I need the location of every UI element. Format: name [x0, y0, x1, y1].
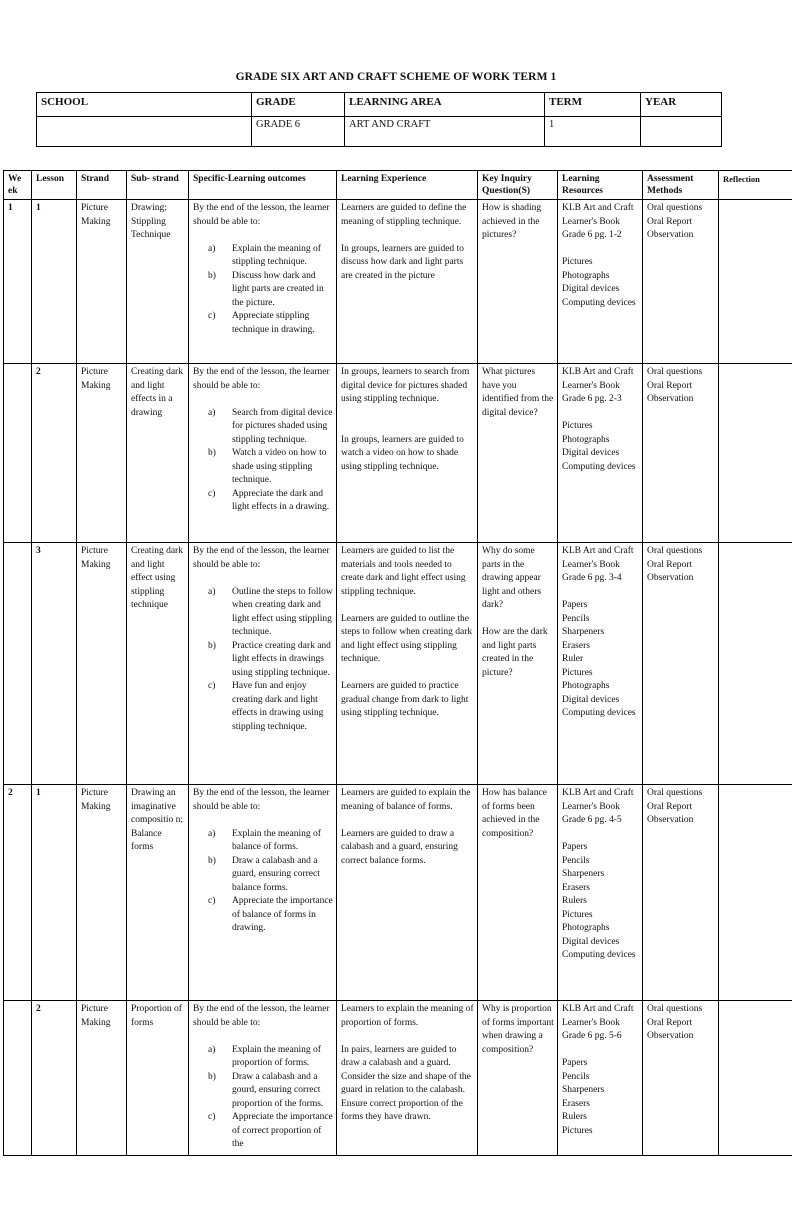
- lesson-cell: 2: [32, 364, 77, 543]
- year-value: [641, 117, 722, 147]
- experience-paragraph: In pairs, learners are guided to draw a calabash and a guard. Consider the size and shape of the guard in relation to the calabash. Ensure correct proportion of the forms they have drawn.: [341, 1044, 471, 1122]
- col-strand: Strand: [77, 171, 127, 200]
- outcome-text: Appreciate the dark and light effects in a drawing.: [232, 488, 330, 512]
- resource-item: Rulers: [562, 896, 587, 906]
- resource-item: Erasers: [562, 1098, 590, 1109]
- assessment-method: Observation: [647, 573, 694, 583]
- assessment-cell: [643, 543, 719, 785]
- outcome-marker: a): [208, 1044, 216, 1055]
- assessment-method: Oral Report: [647, 801, 693, 812]
- resources-cell: [558, 543, 643, 785]
- assessment-method: Observation: [647, 230, 694, 240]
- table-row: [4, 1001, 792, 1156]
- scheme-of-work-table: [3, 170, 792, 1156]
- resource-item: Computing devices: [562, 708, 636, 718]
- column-header-row: [4, 171, 792, 200]
- outcome-intro: By the end of the lesson, the learner should be able to:: [193, 788, 330, 812]
- resource-item: Digital devices: [562, 284, 620, 294]
- resource-item: Pencils: [562, 613, 590, 624]
- assessment-cell: [643, 364, 719, 543]
- outcome-marker: b): [208, 270, 216, 281]
- resource-item: Sharpeners: [562, 869, 605, 879]
- resources-cell: [558, 785, 643, 1001]
- experience-paragraph: Learners are guided to practice gradual change from dark to light using stippling technique.: [341, 681, 469, 718]
- resource-item: Erasers: [562, 882, 590, 893]
- resource-item: Photographs: [562, 270, 610, 281]
- outcome-marker: b): [208, 855, 216, 866]
- outcomes-cell: [189, 1001, 337, 1156]
- outcome-item: [193, 310, 334, 337]
- outcome-item: [193, 680, 334, 734]
- outcome-item: [193, 270, 334, 311]
- outcome-text: Have fun and enjoy creating dark and light effects in drawing using stippling technique.: [232, 681, 324, 732]
- outcome-item: [193, 488, 334, 515]
- resource-item: Ruler: [562, 654, 584, 664]
- resource-item: Pictures: [562, 909, 593, 920]
- inquiry-question: Why is proportion of forms important when drawing a composition?: [482, 1004, 554, 1055]
- week-cell: [4, 543, 32, 785]
- outcome-intro: By the end of the lesson, the learner should be able to:: [193, 367, 330, 391]
- assessment-method: Oral questions: [647, 203, 703, 213]
- outcome-text: Appreciate stippling technique in drawing.: [232, 311, 315, 335]
- outcome-item: [193, 586, 334, 640]
- experience-paragraph: In groups, learners are guided to discuss how dark and light parts are created in the picture: [341, 243, 464, 281]
- assessment-method: Oral questions: [647, 367, 703, 377]
- outcome-marker: a): [208, 828, 216, 839]
- resource-item: Photographs: [562, 923, 610, 933]
- outcome-item: [193, 407, 334, 448]
- outcome-text: Explain the meaning of balance of forms.: [232, 828, 321, 852]
- inquiry-question: How has balance of forms been achieved in the composition?: [482, 788, 547, 839]
- resource-item: Papers: [562, 842, 588, 852]
- lesson-cell: 2: [32, 1001, 77, 1156]
- resources-book: KLB Art and Craft Learner's Book Grade 6 pg. 1-2: [562, 203, 634, 240]
- outcome-list: [193, 407, 334, 515]
- outcome-item: [193, 640, 334, 681]
- resources-book: KLB Art and Craft Learner's Book Grade 6 pg. 2-3: [562, 367, 634, 404]
- week-cell: [4, 364, 32, 543]
- substrand-cell: Drawing an imaginative compositio n; Balance forms: [127, 785, 189, 1001]
- inquiry-cell: [478, 543, 558, 785]
- reflection-cell: [719, 1001, 792, 1156]
- grade-header: GRADE: [252, 93, 345, 117]
- resource-item: Photographs: [562, 434, 610, 445]
- col-resources: Learning Resources: [558, 171, 643, 200]
- experience-paragraph: Learners are guided to list the materials and tools needed to create dark and light effect using stippling technique.: [341, 546, 466, 597]
- assessment-cell: [643, 785, 719, 1001]
- col-reflection: Reflection: [719, 171, 792, 200]
- resource-item: Erasers: [562, 640, 590, 651]
- outcome-text: Search from digital device for pictures shaded using stippling technique.: [232, 407, 333, 445]
- col-outcomes: Specific-Learning outcomes: [189, 171, 337, 200]
- outcome-item: [193, 243, 334, 270]
- strand-cell: Picture Making: [77, 1001, 127, 1156]
- table-row: [4, 785, 792, 1001]
- experience-cell: [337, 1001, 478, 1156]
- assessment-cell: [643, 1001, 719, 1156]
- outcome-list: [193, 1044, 334, 1152]
- resource-item: Computing devices: [562, 950, 636, 960]
- outcome-intro: By the end of the lesson, the learner should be able to:: [193, 203, 330, 227]
- substrand-cell: Proportion of forms: [127, 1001, 189, 1156]
- outcome-text: Appreciate the importance of correct proportion of the: [232, 1112, 333, 1149]
- experience-paragraph: Learners are guided to outline the steps to follow when creating dark and light effect using stippling technique.: [341, 613, 473, 664]
- resource-item: Digital devices: [562, 448, 620, 458]
- experience-paragraph: Learners are guided to draw a calabash and a guard, ensuring correct balance forms.: [341, 828, 458, 866]
- resource-item: Pencils: [562, 1071, 590, 1082]
- outcome-list: [193, 243, 334, 338]
- school-header: SCHOOL: [37, 93, 252, 117]
- info-value-row: [37, 117, 722, 147]
- resource-item: Papers: [562, 600, 588, 610]
- outcome-text: Appreciate the importance of balance of forms in drawing.: [232, 896, 333, 933]
- experience-cell: [337, 785, 478, 1001]
- col-substrand: Sub- strand: [127, 171, 189, 200]
- outcome-item: [193, 828, 334, 855]
- col-week: We ek: [4, 171, 32, 200]
- experience-paragraph: Learners are guided to define the meaning of stippling technique.: [341, 203, 467, 227]
- outcome-marker: c): [208, 1112, 216, 1122]
- resource-item: Digital devices: [562, 936, 620, 947]
- outcome-marker: a): [208, 407, 216, 418]
- outcome-list: [193, 828, 334, 936]
- school-value: [37, 117, 252, 147]
- resource-item: Computing devices: [562, 297, 636, 308]
- outcome-text: Practice creating dark and light effects in drawings using stippling technique.: [232, 640, 331, 678]
- week-cell: 2: [4, 785, 32, 1001]
- assessment-cell: [643, 200, 719, 364]
- outcome-marker: c): [208, 311, 216, 321]
- school-info-table: [36, 92, 722, 147]
- reflection-cell: [719, 785, 792, 1001]
- outcome-intro: By the end of the lesson, the learner should be able to:: [193, 1004, 330, 1028]
- assessment-method: Oral questions: [647, 1004, 703, 1014]
- assessment-method: Oral Report: [647, 1017, 693, 1028]
- outcome-item: [193, 895, 334, 936]
- assessment-method: Observation: [647, 815, 694, 825]
- experience-paragraph: In groups, learners to search from digital device for pictures shaded using stippling technique.: [341, 367, 470, 404]
- assessment-method: Oral Report: [647, 380, 693, 391]
- inquiry-cell: [478, 785, 558, 1001]
- outcome-list: [193, 586, 334, 735]
- resources-book: KLB Art and Craft Learner's Book Grade 6 pg. 5-6: [562, 1004, 634, 1041]
- substrand-cell: Creating dark and light effects in a drawing: [127, 364, 189, 543]
- grade-value: GRADE 6: [252, 117, 345, 147]
- table-row: [4, 364, 792, 543]
- table-row: [4, 200, 792, 364]
- substrand-cell: Creating dark and light effect using stippling technique: [127, 543, 189, 785]
- strand-cell: Picture Making: [77, 200, 127, 364]
- strand-cell: Picture Making: [77, 543, 127, 785]
- outcomes-cell: [189, 785, 337, 1001]
- lesson-cell: 3: [32, 543, 77, 785]
- reflection-cell: [719, 543, 792, 785]
- assessment-method: Oral Report: [647, 559, 693, 570]
- outcome-intro: By the end of the lesson, the learner should be able to:: [193, 546, 330, 570]
- outcome-marker: a): [208, 586, 216, 597]
- assessment-method: Oral Report: [647, 216, 693, 227]
- inquiry-cell: [478, 364, 558, 543]
- experience-paragraph: In groups, learners are guided to watch a video on how to shade using stippling technique.: [341, 434, 464, 472]
- outcome-text: Draw a calabash and a guard, ensuring correct balance forms.: [232, 855, 320, 893]
- outcome-text: Discuss how dark and light parts are created in the picture.: [232, 270, 324, 308]
- learning-area-value: ART AND CRAFT: [345, 117, 545, 147]
- assessment-method: Observation: [647, 394, 694, 404]
- col-assessment: Assessment Methods: [643, 171, 719, 200]
- experience-cell: [337, 364, 478, 543]
- lesson-cell: 1: [32, 200, 77, 364]
- outcome-item: [193, 447, 334, 488]
- reflection-cell: [719, 200, 792, 364]
- outcome-item: [193, 1071, 334, 1112]
- resource-item: Papers: [562, 1058, 588, 1068]
- experience-cell: [337, 200, 478, 364]
- inquiry-question: What pictures have you identified from the digital device?: [482, 367, 554, 418]
- info-header-row: [37, 93, 722, 117]
- week-cell: 1: [4, 200, 32, 364]
- resources-cell: [558, 1001, 643, 1156]
- assessment-method: Oral questions: [647, 788, 703, 798]
- week-cell: [4, 1001, 32, 1156]
- table-row: [4, 543, 792, 785]
- resource-item: Pictures: [562, 257, 593, 267]
- outcome-item: [193, 1044, 334, 1071]
- resource-item: Rulers: [562, 1112, 587, 1122]
- reflection-cell: [719, 364, 792, 543]
- outcomes-cell: [189, 200, 337, 364]
- year-header: YEAR: [641, 93, 722, 117]
- resource-item: Pictures: [562, 1125, 593, 1136]
- resources-book: KLB Art and Craft Learner's Book Grade 6 pg. 3-4: [562, 546, 634, 583]
- outcome-marker: c): [208, 681, 216, 691]
- outcomes-cell: [189, 364, 337, 543]
- outcome-text: Watch a video on how to shade using stippling technique.: [232, 448, 327, 485]
- term-value: 1: [545, 117, 641, 147]
- inquiry-question: How is shading achieved in the pictures?: [482, 203, 542, 240]
- inquiry-cell: [478, 200, 558, 364]
- assessment-method: Oral questions: [647, 546, 703, 556]
- resources-book: KLB Art and Craft Learner's Book Grade 6 pg. 4-5: [562, 788, 634, 825]
- inquiry-cell: [478, 1001, 558, 1156]
- outcome-text: Outline the steps to follow when creating dark and light effect using stippling technique.: [232, 586, 333, 637]
- resource-item: Pencils: [562, 855, 590, 866]
- resource-item: Computing devices: [562, 461, 636, 472]
- resources-cell: [558, 200, 643, 364]
- outcome-text: Explain the meaning of stippling technique.: [232, 243, 321, 267]
- substrand-cell: Drawing; Stippling Technique: [127, 200, 189, 364]
- outcome-text: Explain the meaning of proportion of forms.: [232, 1044, 321, 1068]
- experience-cell: [337, 543, 478, 785]
- lesson-cell: 1: [32, 785, 77, 1001]
- col-inquiry: Key Inquiry Question(S): [478, 171, 558, 200]
- assessment-method: Observation: [647, 1031, 694, 1041]
- resource-item: Sharpeners: [562, 627, 605, 637]
- inquiry-question: Why do some parts in the drawing appear light and others dark?: [482, 546, 542, 610]
- outcome-text: Draw a calabash and a gourd, ensuring correct proportion of the forms.: [232, 1071, 324, 1109]
- outcome-item: [193, 1111, 334, 1152]
- experience-paragraph: Learners are guided to explain the meaning of balance of forms.: [341, 788, 471, 812]
- outcome-marker: c): [208, 896, 216, 906]
- outcome-marker: c): [208, 488, 216, 499]
- learning-area-header: LEARNING AREA: [345, 93, 545, 117]
- page-title: GRADE SIX ART AND CRAFT SCHEME OF WORK TERM 1: [235, 71, 557, 83]
- inquiry-question: How are the dark and light parts created in the picture?: [482, 627, 548, 678]
- resources-cell: [558, 364, 643, 543]
- outcome-item: [193, 855, 334, 896]
- experience-paragraph: Learners to explain the meaning of proportion of forms.: [341, 1004, 474, 1028]
- outcome-marker: b): [208, 640, 216, 651]
- resource-item: Pictures: [562, 667, 593, 678]
- term-header: TERM: [545, 93, 641, 117]
- col-lesson: Lesson: [32, 171, 77, 200]
- strand-cell: Picture Making: [77, 785, 127, 1001]
- resource-item: Photographs: [562, 681, 610, 691]
- resource-item: Digital devices: [562, 694, 620, 705]
- outcomes-cell: [189, 543, 337, 785]
- strand-cell: Picture Making: [77, 364, 127, 543]
- resource-item: Sharpeners: [562, 1085, 605, 1095]
- outcome-marker: a): [208, 243, 216, 254]
- resource-item: Pictures: [562, 421, 593, 431]
- outcome-marker: b): [208, 1071, 216, 1082]
- outcome-marker: b): [208, 448, 216, 458]
- col-experience: Learning Experience: [337, 171, 478, 200]
